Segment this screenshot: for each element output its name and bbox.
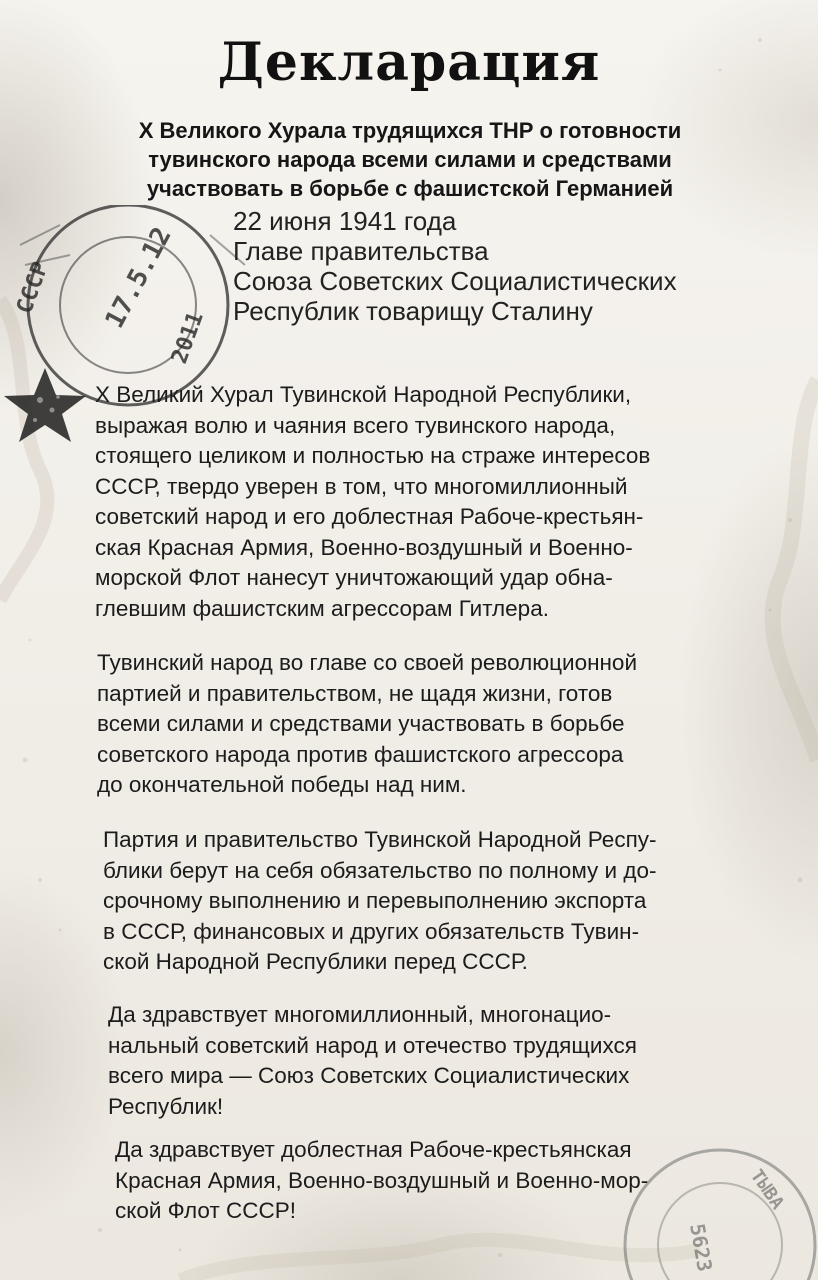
paragraph-line: морской Флот нанесут уничтожающий удар обна-	[95, 565, 613, 590]
paragraph-line: блики берут на себя обязательство по полному и до-	[103, 857, 657, 883]
address-line: Республик товарищу Сталину	[233, 296, 593, 326]
paragraph-line: всего мира — Союз Советских Социалистических	[108, 1063, 630, 1088]
paragraph-line: Тувинский народ во главе со своей революционной	[97, 650, 638, 675]
paragraph-2	[97, 648, 637, 801]
paragraph-line: ской Народной Республики перед СССР.	[103, 949, 528, 974]
address-line: Союза Советских Социалистических	[233, 266, 677, 296]
svg-text:17.5.12: 17.5.12	[99, 222, 178, 334]
address-block	[233, 206, 793, 326]
address-date: 22 июня 1941 года	[233, 206, 457, 236]
paragraph-line: нальный советский народ и отечество трудящихся	[108, 1032, 637, 1058]
paragraph-line: выражая волю и чаяния всего тувинского народа,	[95, 412, 616, 438]
subtitle-line: участвовать в борьбе с фашистской Германией	[146, 176, 674, 201]
svg-text:ТЫВА: ТЫВА	[745, 1165, 788, 1214]
paragraph-line: Да здравствует доблестная Рабоче-крестьянская	[115, 1137, 632, 1162]
star-icon	[0, 365, 90, 445]
svg-text:2011: 2011	[167, 308, 209, 368]
paragraph-line: до окончательной победы над ним.	[97, 772, 467, 797]
paragraph-line: ская Красная Армия, Военно-воздушный и Военно-	[95, 534, 633, 560]
paragraph-line: советского народа против фашистского агрессора	[97, 741, 624, 767]
paragraph-line: X Великий Хурал Тувинской Народной Республики,	[95, 382, 632, 407]
paragraph-3	[103, 825, 657, 978]
paragraph-line: в СССР, финансовых и других обязательств Тувин-	[103, 918, 640, 944]
paragraph-line: СССР, твердо уверен в том, что многомиллионный	[95, 473, 628, 499]
paragraph-line: срочному выполнению и перевыполнению экспорта	[103, 888, 647, 913]
address-line: Главе правительства	[233, 236, 489, 266]
paragraph-4	[108, 1000, 637, 1122]
paragraph-line: советский народ и его доблестная Рабоче-крестьян-	[95, 504, 644, 529]
paragraph-1	[95, 380, 650, 624]
svg-text:5623: 5623	[685, 1221, 718, 1274]
paragraph-line: Партия и правительство Тувинской Народной Респу-	[103, 827, 657, 852]
paragraph-line: всеми силами и средствами участвовать в борьбе	[97, 711, 625, 736]
subtitle-line: X Великого Хурала трудящихся ТНР о готовности	[138, 118, 682, 143]
paragraph-5	[115, 1135, 648, 1227]
paragraph-line: партией и правительством, не щадя жизни, готов	[97, 680, 613, 706]
paragraph-line: Да здравствует многомиллионный, многонацио-	[108, 1002, 612, 1027]
svg-text:СССР: СССР	[12, 258, 54, 318]
subtitle-line: тувинского народа всеми силами и средствами	[148, 147, 672, 172]
paragraph-line: Красная Армия, Военно-воздушный и Военно-мор-	[115, 1167, 649, 1193]
paragraph-line: ской Флот СССР!	[115, 1198, 296, 1223]
document-title: Декларация	[217, 32, 601, 93]
paragraph-line: стоящего целиком и полностью на страже интересов	[95, 443, 651, 468]
paragraph-line: Республик!	[108, 1093, 224, 1119]
document-subtitle	[60, 116, 760, 203]
paragraph-line: глевшим фашистским агрессорам Гитлера.	[95, 595, 549, 621]
